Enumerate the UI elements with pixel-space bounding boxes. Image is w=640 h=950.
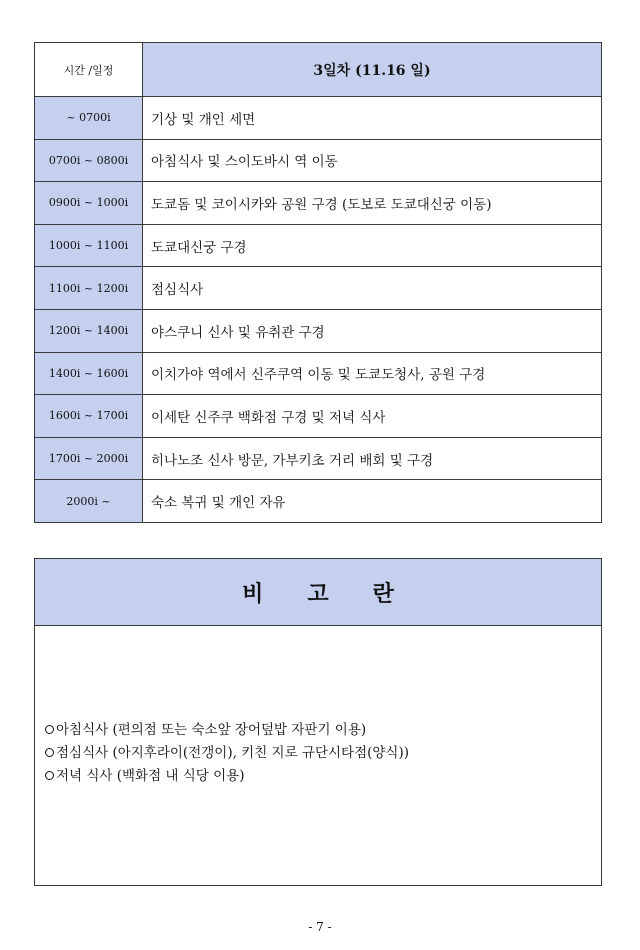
schedule-row — [35, 395, 602, 438]
time-cell: 2000i ~ — [35, 480, 143, 523]
time-cell: 0900i ~ 1000i — [35, 182, 143, 225]
time-column-header: 시간 /일정 — [35, 43, 143, 97]
activity-cell: 아침식사 및 스이도바시 역 이동 — [143, 139, 602, 182]
circle-bullet-icon — [45, 725, 54, 734]
schedule-row — [35, 139, 602, 182]
schedule-row — [35, 480, 602, 523]
circle-bullet-icon — [45, 748, 54, 757]
notes-title-bar — [35, 559, 601, 626]
note-text: 아침식사 (편의점 또는 숙소앞 장어덮밥 자판기 이용) — [56, 722, 367, 738]
activity-cell: 도쿄대신궁 구경 — [143, 224, 602, 267]
schedule-row — [35, 182, 602, 225]
activity-cell: 히나노조 신사 방문, 가부키초 거리 배회 및 구경 — [143, 437, 602, 480]
time-cell: 1000i ~ 1100i — [35, 224, 143, 267]
day-column-header: 3일차 (11.16 일) — [143, 43, 602, 97]
circle-bullet-icon — [45, 771, 54, 780]
time-cell: 1100i ~ 1200i — [35, 267, 143, 310]
note-text: 점심식사 (아지후라이(전갱이), 키친 지로 규단시타점(양식)) — [56, 745, 409, 761]
notes-box — [34, 558, 602, 886]
activity-cell: 이치가야 역에서 신주쿠역 이동 및 도쿄도청사, 공원 구경 — [143, 352, 602, 395]
activity-cell: 도쿄돔 및 코이시카와 공원 구경 (도보로 도쿄대신궁 이동) — [143, 182, 602, 225]
activity-cell: 이세탄 신주쿠 백화점 구경 및 저녁 식사 — [143, 395, 602, 438]
list-item — [45, 719, 409, 742]
time-cell: ~ 0700i — [35, 97, 143, 140]
activity-cell: 숙소 복귀 및 개인 자유 — [143, 480, 602, 523]
activity-cell: 야스쿠니 신사 및 유취관 구경 — [143, 309, 602, 352]
schedule-row — [35, 437, 602, 480]
time-cell: 1400i ~ 1600i — [35, 352, 143, 395]
notes-list — [45, 719, 409, 788]
note-text: 저녁 식사 (백화점 내 식당 이용) — [56, 768, 245, 784]
schedule-row — [35, 352, 602, 395]
time-cell: 1200i ~ 1400i — [35, 309, 143, 352]
time-cell: 1600i ~ 1700i — [35, 395, 143, 438]
schedule-row — [35, 97, 602, 140]
time-cell: 0700i ~ 0800i — [35, 139, 143, 182]
schedule-row — [35, 267, 602, 310]
list-item — [45, 742, 409, 765]
schedule-row — [35, 309, 602, 352]
schedule-row — [35, 224, 602, 267]
list-item — [45, 765, 409, 788]
activity-cell: 점심식사 — [143, 267, 602, 310]
page-number: - 7 - — [308, 920, 332, 934]
schedule-table — [34, 42, 602, 523]
activity-cell: 기상 및 개인 세면 — [143, 97, 602, 140]
schedule-header-row — [35, 43, 602, 97]
notes-title: 비고란 — [242, 581, 438, 607]
time-cell: 1700i ~ 2000i — [35, 437, 143, 480]
